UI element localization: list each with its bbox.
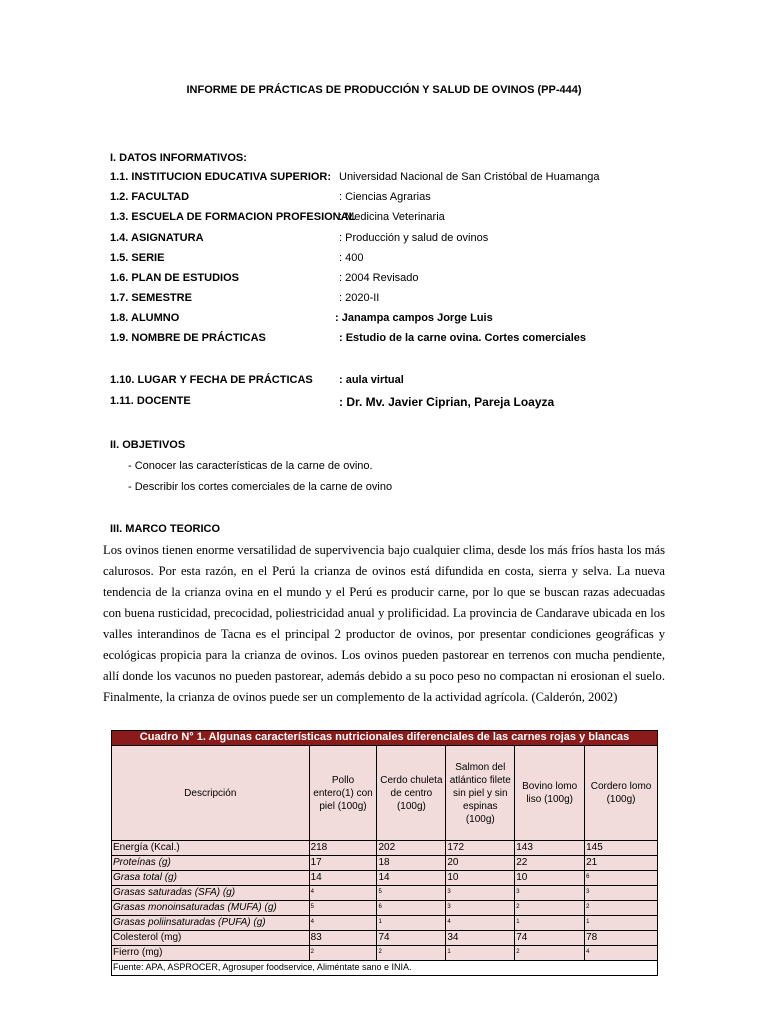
table-header-row xyxy=(112,746,658,841)
table-row xyxy=(112,931,658,946)
info-label: 1.5. SERIE xyxy=(110,252,165,264)
table-row xyxy=(112,916,658,931)
info-label: 1.10. LUGAR Y FECHA DE PRÁCTICAS xyxy=(110,374,313,386)
row-label: Grasas saturadas (SFA) (g) xyxy=(112,886,310,901)
info-value: : Medicina Veterinaria xyxy=(339,211,445,223)
info-value: : Janampa campos Jorge Luis xyxy=(335,312,493,324)
table-cell: 74 xyxy=(377,931,446,946)
table-cell: 1 xyxy=(446,946,515,961)
section-3-heading: III. MARCO TEORICO xyxy=(110,523,220,535)
table-cell: 218 xyxy=(309,841,377,856)
table-cell: 3 xyxy=(446,901,515,916)
table-cell: 18 xyxy=(377,856,446,871)
table-row xyxy=(112,841,658,856)
document-title: INFORME DE PRÁCTICAS DE PRODUCCIÓN Y SALUD DE OVINOS (PP-444) xyxy=(186,84,582,96)
table-cell: 2 xyxy=(585,901,658,916)
table-cell: 78 xyxy=(585,931,658,946)
info-value: Universidad Nacional de San Cristóbal de Huamanga xyxy=(339,171,600,183)
table-cell: 10 xyxy=(515,871,585,886)
info-label: 1.11. DOCENTE xyxy=(110,395,191,407)
row-label: Colesterol (mg) xyxy=(112,931,310,946)
table-cell: 2 xyxy=(309,946,377,961)
column-header: Salmon del atlántico filete sin piel y sin espinas (100g) xyxy=(446,746,515,841)
table-cell: 83 xyxy=(309,931,377,946)
table-cell: 4 xyxy=(309,916,377,931)
info-value: : Dr. Mv. Javier Ciprian, Pareja Loayza xyxy=(339,395,555,409)
row-label: Energía (Kcal.) xyxy=(112,841,310,856)
column-header: Pollo entero(1) con piel (100g) xyxy=(309,746,377,841)
info-label: 1.6. PLAN DE ESTUDIOS xyxy=(110,272,239,284)
table-cell: 2 xyxy=(515,946,585,961)
table-cell: 17 xyxy=(309,856,377,871)
table-cell: 1 xyxy=(585,916,658,931)
row-label: Fierro (mg) xyxy=(112,946,310,961)
table-cell: 21 xyxy=(585,856,658,871)
table-cell: 14 xyxy=(377,871,446,886)
row-label: Proteínas (g) xyxy=(112,856,310,871)
info-value: : 2004 Revisado xyxy=(339,272,419,284)
info-value: : 400 xyxy=(339,252,364,264)
info-label: 1.3. ESCUELA DE FORMACION PROFESIONAL xyxy=(110,211,356,223)
info-label: 1.1. INSTITUCION EDUCATIVA SUPERIOR: xyxy=(110,171,332,183)
table-cell: 2 xyxy=(515,901,585,916)
column-header: Cordero lomo (100g) xyxy=(585,746,658,841)
section-2-heading: II. OBJETIVOS xyxy=(110,439,186,451)
column-header-description: Descripción xyxy=(112,746,310,841)
table-cell: 4 xyxy=(446,916,515,931)
table-cell: 14 xyxy=(309,871,377,886)
info-label: 1.7. SEMESTRE xyxy=(110,292,192,304)
row-label: Grasas poliinsaturadas (PUFA) (g) xyxy=(112,916,310,931)
table-cell: 10 xyxy=(446,871,515,886)
table-cell: 20 xyxy=(446,856,515,871)
info-value: : Producción y salud de ovinos xyxy=(339,232,489,244)
section-1-heading: I. DATOS INFORMATIVOS: xyxy=(110,152,247,164)
table-cell: 5 xyxy=(377,886,446,901)
table-row xyxy=(112,886,658,901)
objective-item: - Describir los cortes comerciales de la carne de ovino xyxy=(128,481,393,493)
nutrition-table xyxy=(111,730,658,976)
objective-item: - Conocer las características de la carne de ovino. xyxy=(128,460,373,472)
info-label: 1.4. ASIGNATURA xyxy=(110,232,204,244)
table-caption: Cuadro N° 1. Algunas características nutricionales diferenciales de las carnes rojas y blancas xyxy=(112,731,658,746)
table-source-note: Fuente: APA, ASPROCER, Agrosuper foodservice, Aliméntate sano e INIA. xyxy=(112,961,658,976)
table-cell: 4 xyxy=(309,886,377,901)
table-cell: 143 xyxy=(515,841,585,856)
column-header: Bovino lomo liso (100g) xyxy=(515,746,585,841)
table-cell: 4 xyxy=(585,946,658,961)
info-value: : aula virtual xyxy=(339,374,404,386)
column-header: Cerdo chuleta de centro (100g) xyxy=(377,746,446,841)
info-label: 1.8. ALUMNO xyxy=(110,312,180,324)
info-label: 1.2. FACULTAD xyxy=(110,191,190,203)
table-row xyxy=(112,901,658,916)
table-cell: 145 xyxy=(585,841,658,856)
table-cell: 6 xyxy=(377,901,446,916)
table-cell: 22 xyxy=(515,856,585,871)
table-cell: 5 xyxy=(309,901,377,916)
info-value: : Estudio de la carne ovina. Cortes comerciales xyxy=(339,332,586,344)
table-cell: 3 xyxy=(585,886,658,901)
table-cell: 1 xyxy=(377,916,446,931)
info-value: : 2020-II xyxy=(339,292,380,304)
table-cell: 74 xyxy=(515,931,585,946)
theory-paragraph: Los ovinos tienen enorme versatilidad de supervivencia bajo cualquier clima, desde los más fríos hasta los más calurosos. Por esta razón, en el Perú la crianza de ovinos está difundida en costa, sierra y selva. La nueva tendencia de la crianza ovina en el mundo y el Perú es producir carne, por lo que se buscan razas adecuadas con buena rusticidad, precocidad, poliestricidad anual y prolificidad. La provincia de Candarave ubicada en los valles interandinos de Tacna es el principal 2 productor de ovinos, por presentar condiciones geográficas y ecológicas propicia para la crianza de ovinos. Los ovinos pueden pastorear en terrenos con mucha pendiente, allí donde los vacunos no pueden pastorear, además debido a su poco peso no compactan ni erosionan el suelo. Finalmente, la crianza de ovinos puede ser un complemento de la actividad agrícola. (Calderón, 2002) xyxy=(103,543,665,704)
table-cell: 3 xyxy=(446,886,515,901)
row-label: Grasa total (g) xyxy=(112,871,310,886)
row-label: Grasas monoinsaturadas (MUFA) (g) xyxy=(112,901,310,916)
table-cell: 34 xyxy=(446,931,515,946)
info-value: : Ciencias Agrarias xyxy=(339,191,431,203)
table-cell: 1 xyxy=(515,916,585,931)
table-row xyxy=(112,946,658,961)
table-cell: 6 xyxy=(585,871,658,886)
table-cell: 172 xyxy=(446,841,515,856)
table-row xyxy=(112,856,658,871)
table-row xyxy=(112,871,658,886)
table-cell: 2 xyxy=(377,946,446,961)
table-cell: 3 xyxy=(515,886,585,901)
table-cell: 202 xyxy=(377,841,446,856)
info-label: 1.9. NOMBRE DE PRÁCTICAS xyxy=(110,332,266,344)
